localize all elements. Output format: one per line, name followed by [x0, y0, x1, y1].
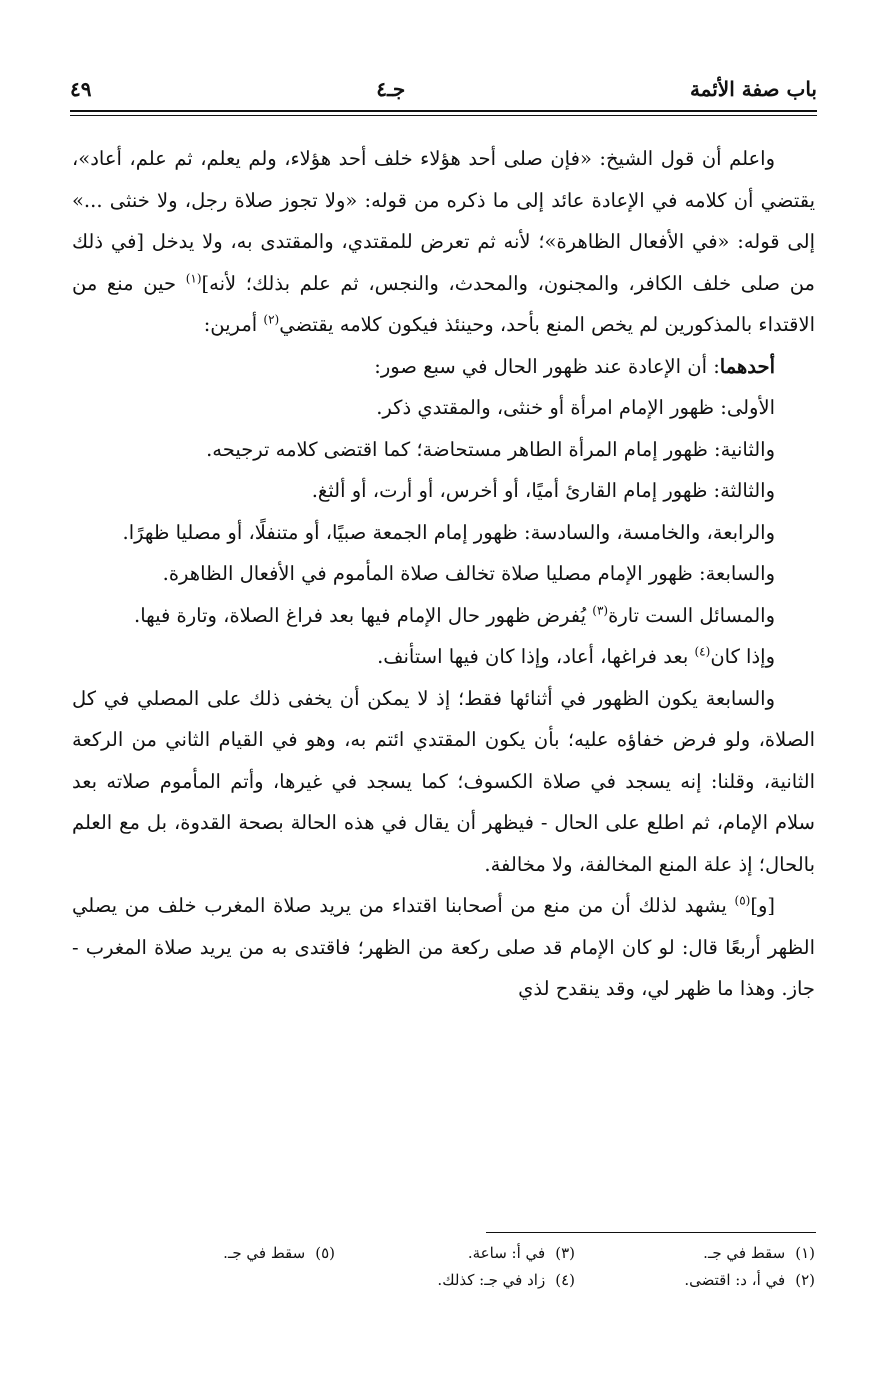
text-run: بعد فراغها، أعاد، وإذا كان فيها استأنف. [377, 645, 695, 668]
paragraph-9 [72, 636, 815, 678]
footnote-ref-4[interactable]: (٤) [694, 644, 711, 659]
footnote-text: في أ، د: اقتضى. [684, 1271, 786, 1289]
footnote-ref-5[interactable]: (٥) [734, 893, 751, 908]
paragraph-5: والثالثة: ظهور إمام القارئ أميًا، أو أخرس، أو أرت، أو ألثغ. [311, 479, 775, 502]
bold-term: أحدهما [719, 354, 775, 378]
main-text [72, 138, 815, 1010]
text-run: يُفرض ظهور حال الإمام فيها بعد فراغ الصلاة، وتارة فيها. [134, 603, 593, 627]
footnote-5 [95, 1240, 335, 1267]
paragraph-2 [72, 346, 815, 388]
footnotes [70, 1240, 815, 1294]
paragraph-7: والسابعة: ظهور الإمام مصليا صلاة تخالف صلاة المأموم في الأفعال الظاهرة. [162, 562, 775, 585]
chapter-title: باب صفة الأئمة [689, 77, 817, 101]
footnote-text: سقط في جـ. [703, 1244, 786, 1262]
footnote-ref-1[interactable]: (١) [185, 271, 202, 285]
paragraph-3: الأولى: ظهور الإمام امرأة أو خنثى، والمقتدي ذكر. [376, 396, 775, 419]
volume-label: جـ٤ [376, 77, 406, 101]
paragraph-4: والثانية: ظهور إمام المرأة الطاهر مستحاضة؛ كما اقتضى كلامه ترجيحه. [206, 437, 775, 461]
footnote-text: سقط في جـ. [223, 1244, 306, 1262]
header-rule-thick [70, 110, 817, 112]
footnote-2 [575, 1267, 815, 1294]
text-run: يشهد لذلك أن من منع من أصحابنا اقتداء من يريد صلاة المغرب خلف من يصلي الظهر أربعًا قال: لو كان الإمام قد صلى ركعة من الظهر؛ فاقتدى به من يريد صلاة المغرب - جاز. وهذا ما ظهر لي، وقد ينقدح لذي [72, 894, 816, 1000]
footnote-number: (٢) [795, 1271, 815, 1289]
text-run: وإذا كان [710, 645, 775, 668]
footnote-1 [575, 1240, 815, 1267]
footnote-row-1 [70, 1240, 815, 1267]
footnote-3 [335, 1240, 575, 1267]
paragraph-11 [72, 885, 815, 1010]
footnote-number: (٥) [315, 1244, 335, 1262]
footnote-row-2 [70, 1267, 815, 1294]
paragraph-6: والرابعة، والخامسة، والسادسة: ظهور إمام الجمعة صبيًا، أو متنفلًا، أو مصليا ظهرًا. [122, 520, 775, 544]
page-number: ٤٩ [70, 77, 92, 101]
text-run: حين منع من الاقتداء بالمذكورين لم يخص المنع بأحد، وحينئذ فيكون كلامه يقتضي [72, 271, 815, 336]
footnote-4 [335, 1267, 575, 1294]
paragraph-10: والسابعة يكون الظهور في أثنائها فقط؛ إذ لا يمكن أن يخفى ذلك على المصلي في كل الصلاة، ولو فرض خفاؤه عليه؛ بأن يكون المقتدي ائتم به، وهو في القيام الثاني من الركعة الثانية، وقلنا: إنه يسجد في صلاة الكسوف؛ كما يسجد في غيرها، وأتم المأموم صلاته بعد سلام الإمام، ثم اطلع على الحال - فيظهر أن يقال في هذه الحالة بصحة القدوة، بل مع العلم بالحال؛ إذ علة المنع المخالفة، ولا مخالفة. [72, 686, 815, 876]
running-header [70, 72, 817, 106]
paragraph-8 [72, 595, 815, 637]
footnote-ref-3[interactable]: (٣) [592, 603, 609, 617]
footnote-number: (١) [795, 1244, 815, 1262]
footnote-text: في أ: ساعة. [467, 1244, 546, 1262]
text-run: : أن الإعادة عند ظهور الحال في سبع صور: [374, 354, 720, 378]
footnote-number: (٣) [555, 1244, 575, 1262]
text-run: [و] [750, 894, 775, 917]
footnote-number: (٤) [555, 1271, 575, 1289]
footnote-text: زاد في جـ: كذلك. [437, 1271, 546, 1289]
footnote-separator [486, 1232, 816, 1233]
text-run: والمسائل الست تارة [608, 603, 775, 627]
paragraph-1 [72, 138, 815, 346]
text-run: أمرين: [203, 313, 264, 336]
text-run: واعلم أن قول الشيخ: «فإن صلى أحد هؤلاء خلف أحد هؤلاء، ولم يعلم، ثم علم، أعاد»، يقتضي أن كلامه في الإعادة عائد إلى ما ذكره من قوله: «ولا تجوز صلاة رجل، ولا خنثى ...» إلى قوله: «في الأفعال الظاهرة»؛ لأنه ثم تعرض للمقتدي، والمقتدى به، ولا يدخل [في ذلك من صلى خلف الكافر، والمجنون، والمحدث، والنجس، ثم علم بذلك؛ لأنه] [72, 147, 816, 295]
header-rule-thin [70, 115, 817, 116]
footnote-ref-2[interactable]: (٢) [263, 312, 280, 327]
